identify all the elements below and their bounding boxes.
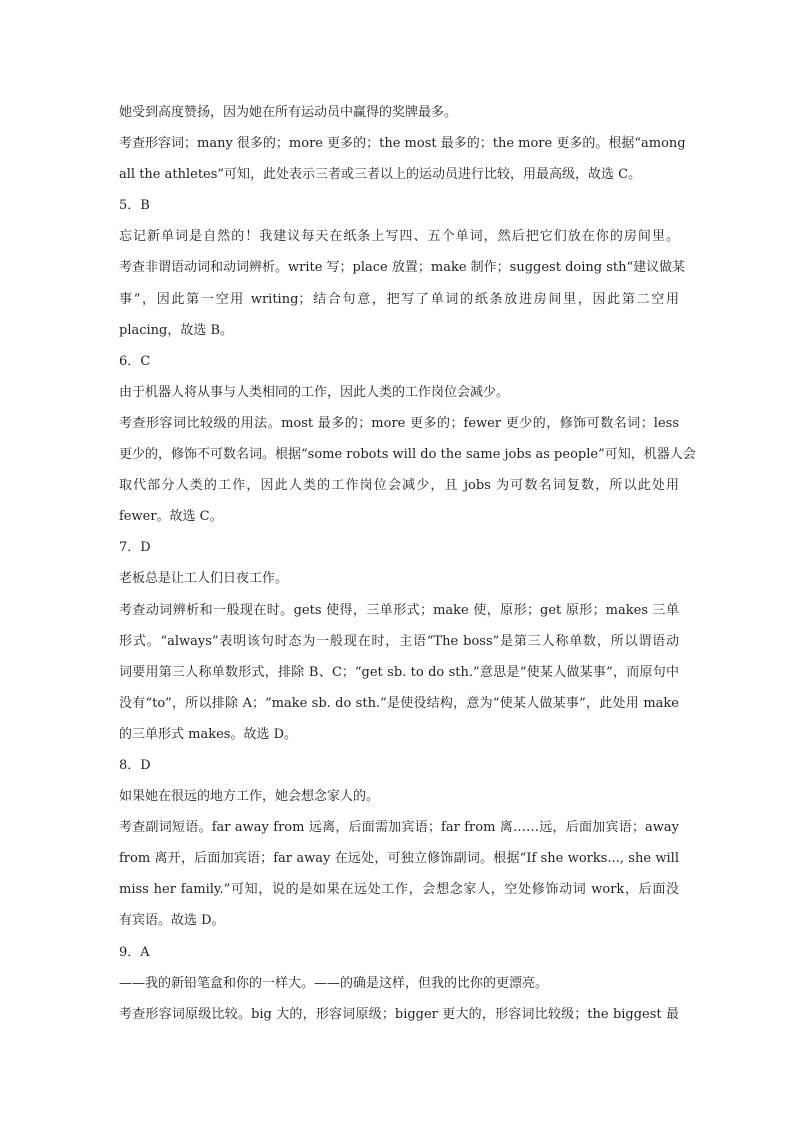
- text-line: 考查形容词原级比较。big 大的，形容词原级；bigger 更大的，形容词比较级；the biggest 最: [119, 1006, 679, 1022]
- text-line: 考查动词辨析和一般现在时。gets 使得，三单形式；make 使，原形；get 原形；makes 三单: [119, 602, 679, 618]
- text-line: placing，故选 B。: [119, 322, 234, 338]
- text-line: 事”，因此第一空用 writing；结合句意，把写了单词的纸条放进房间里，因此第二空用: [119, 291, 679, 307]
- text-line: from 离开，后面加宾语；far away 在远处，可独立修饰副词。根据“If she works..., she will: [119, 851, 679, 867]
- text-line: 有宾语。故选 D。: [119, 913, 225, 929]
- text-line: 她受到高度赞扬，因为她在所有运动员中赢得的奖牌最多。: [119, 105, 458, 120]
- text-line: 更少的，修饰不可数名词。根据“some robots will do the same jobs as people”可知，机器人会: [119, 447, 696, 463]
- document-body: [119, 97, 696, 1030]
- text-line: 取代部分人类的工作，因此人类的工作岗位会减少，且 jobs 为可数名词复数，所以此处用: [119, 478, 679, 494]
- text-line: 由于机器人将从事与人类相同的工作，因此人类的工作岗位会减少。: [119, 384, 510, 400]
- text-line: 忘记新单词是自然的！我建议每天在纸条上写四、五个单词，然后把它们放在你的房间里。: [119, 229, 679, 245]
- text-line: 老板总是让工人们日夜工作。: [119, 571, 289, 587]
- text-line: all the athletes”可知，此处表示三者或三者以上的运动员进行比较，用最高级，故选 C。: [119, 167, 642, 183]
- text-line: 考查形容词比较级的用法。most 最多的；more 更多的；fewer 更少的，修饰可数名词；less: [119, 415, 679, 431]
- text-line: fewer。故选 C。: [119, 509, 223, 525]
- text-line: 的三单形式 makes。故选 D。: [119, 726, 298, 742]
- answer-number: 5．B: [119, 198, 150, 214]
- answer-number: 6．C: [119, 353, 151, 369]
- answer-number: 8．D: [119, 757, 151, 773]
- answer-number: 7．D: [119, 540, 151, 556]
- text-line: 考查副词短语。far away from 远离，后面需加宾语；far from 离……远，后面加宾语；away: [119, 820, 679, 836]
- text-line: miss her family.”可知，说的是如果在远处工作，会想念家人，空处修饰动词 work，后面没: [119, 882, 679, 898]
- text-line: 没有“to”，所以排除 A；“make sb. do sth.”是使役结构，意为“使某人做某事”，此处用 make: [119, 695, 679, 711]
- text-line: 考查形容词；many 很多的；more 更多的；the most 最多的；the more 更多的。根据“among: [119, 136, 686, 152]
- text-line: ——我的新铅笔盒和你的一样大。——的确是这样，但我的比你的更漂亮。: [119, 975, 549, 991]
- text-line: 形式。“always”表明该句时态为一般现在时，主语“The boss”是第三人称单数，所以谓语动: [119, 633, 679, 649]
- answer-number: 9．A: [119, 944, 150, 960]
- text-line: 如果她在很远的地方工作，她会想念家人的。: [119, 789, 380, 805]
- text-line: 词要用第三人称单数形式，排除 B、C；“get sb. to do sth.”意思是“使某人做某事”，而原句中: [119, 664, 679, 680]
- text-line: 考查非谓语动词和动词辨析。write 写；place 放置；make 制作；suggest doing sth“建议做某: [119, 260, 686, 276]
